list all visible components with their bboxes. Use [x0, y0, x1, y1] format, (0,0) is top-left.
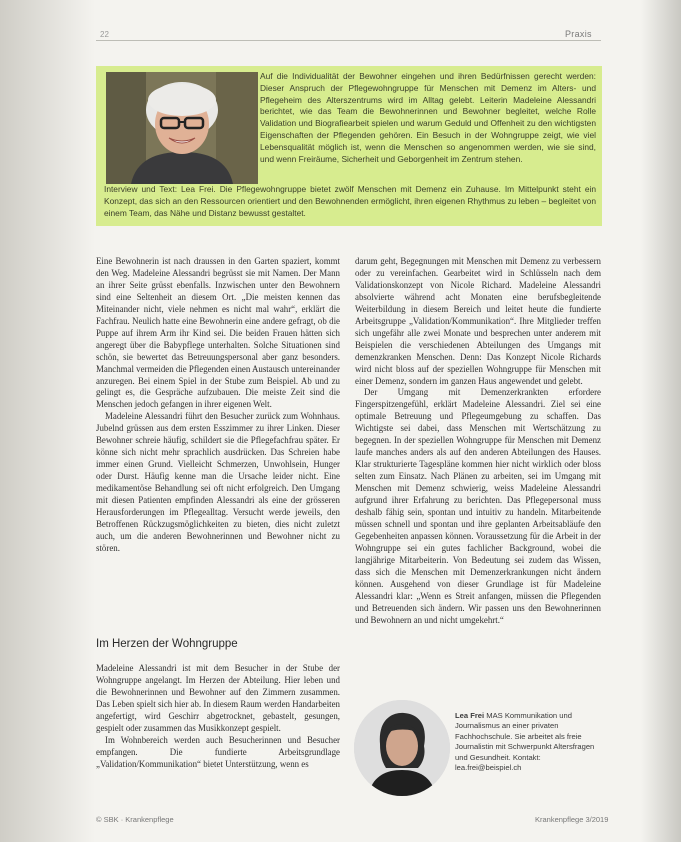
- article-right-column: [355, 256, 601, 627]
- paragraph: Der Umgang mit Demenzerkrankten erfordere Fingerspitzengefühl, erklärt Madeleine Alessandri. Ziel sei eine optimale Betreuung und Pflegeumgebung zu schaffen. Das Wichtigste sei dabei, dass Menschen mit Wertschätzung zu begegnen. In der speziellen Wohngruppe für Menschen mit Demenz laufe manches anders als auf den anderen Abteilungen des Hauses. Klar strukturierte Tagespläne kommen hier nicht wirklich oder bloss selten zum Einsatz. Nach Plänen zu arbeiten, sei im Umgang mit Menschen mit Demenz schwierig, weiss Madeleine Alessandri aufgrund ihrer Erfahrung zu berichten. Das Pflegepersonal muss deshalb fähig sein, spontan und intuitiv zu handeln. Mitarbeitende müssen schnell und spontan und ihre geplanten Arbeitsabläufe den Gegebenheiten anpassen können. Voraussetzung für die Arbeit in der Wohngruppe sei ein gutes fachlicher Background, wobei die langjährige Mitarbeiterin. Von Bedeutung sei zudem das Wissen, dass sich die Menschen mit Demenzerkrankungen nicht ändern können. Ausgehend von dieser Grundlage ist für Madeleine Alessandri klar: „Wenn es Streit anfangen, müssen die Pflegenden und Betreuenden sich ändern. Wir passen uns den Bewohnerinnen und Bewohnern an und nicht umgekehrt.“: [355, 387, 601, 625]
- footer-issue: Krankenpflege 3/2019: [535, 815, 609, 824]
- intro-text-beside-photo: Auf die Individualität der Bewohner eingehen und ihren Bedürfnissen gerecht werden: Dieser Anspruch der Pflegewohngruppe für Menschen mit Demenz im Alters- und Pflegeheim des Alterszentrums wird im Alltag gelebt. Leiterin Madeleine Alessandri berichtet, wie das Team die Bewohnerinnen und Bewohner begleitet, welche Rolle Validation und Biografiearbeit spielen und warum Geduld und Offenheit zu den wichtigsten Eigenschaften der Pflegenden gehören. Ein Besuch in der Wohngruppe zeigt, wie viel Lebensqualität möglich ist, wenn die Menschen so angenommen werden, wie sie sind, und wenn Freiräume, Sicherheit und Geborgenheit im Zentrum stehen.: [260, 71, 596, 164]
- page-edge-shadow: [641, 0, 681, 842]
- page-gutter-shadow: [0, 0, 95, 842]
- author-bio: [455, 711, 601, 773]
- article-left-column-lower: [96, 663, 340, 771]
- author-bio-text: MAS Kommunikation und Journalismus an einer privaten Fachhochschule. Sie arbeitet als freie Journalistin mit Schwerpunkt Altersfragen und Gesundheit. Kontakt: lea.frei@beispiel.ch: [455, 711, 595, 773]
- footer-copyright: © SBK · Krankenpflege: [96, 815, 174, 824]
- running-head: Praxis: [565, 29, 592, 39]
- author-photo: [354, 700, 450, 796]
- article-left-column: [96, 256, 340, 555]
- paragraph: Madeleine Alessandri führt den Besucher zurück zum Wohnhaus. Jubelnd grüssen aus dem ersten Esszimmer zu ihrer Linken. Dieser Bewohner schreie häufig, schildert sie die Pflegefachfrau später. Er könne sich nicht mehr sprachlich ausdrücken. Das Schreien habe immer einen Grund. Vielleicht Schmerzen, Unwohlsein, Hunger oder Durst. Häufig kenne man die Ursache leider nicht. Eine medikamentöse Behandlung sei oft nicht erfolgreich. Den Umgang mit diesen Patienten empfinden Alessandri als eine der grösseren Herausforderungen im Pflegealltag. Versucht werde jeweils, den Betroffenen Rückzugsmöglichkeiten zu bieten, dies nicht zuletzt auch, um die anderen Bewohnerinnen und Bewohner nicht zu stören.: [96, 411, 340, 553]
- paragraph: Madeleine Alessandri ist mit dem Besucher in der Stube der Wohngruppe angelangt. Im Herzen der Abteilung. Hier leben und die Bewohnerinnen und Bewohner auf den Zimmern zusammen. Das Leben spielt sich hier ab. In diesem Raum werden Handarbeiten angefertigt, wird Geschirr abgetrocknet, gebastelt, gesungen, gespielt oder zusammen das Musikkonzept gespielt.: [96, 663, 340, 733]
- page-number: 22: [100, 30, 109, 39]
- intro-text-full-width: Interview und Text: Lea Frei. Die Pflegewohngruppe bietet zwölf Menschen mit Demenz ein Zuhause. Im Mittelpunkt steht ein Konzept, das sich an den Ressourcen orientiert und den Bewohnenden ermöglicht, ihren eigenen Rhythmus zu leben – begleitet von einem Team, das Nähe und Distanz bewusst gestaltet.: [104, 184, 596, 218]
- author-illustration: [354, 700, 450, 796]
- paragraph: Im Wohnbereich werden auch Besucherinnen und Besucher empfangen. Die fundierte Arbeitsgrundlage „Validation/Kommunikation“ bietet Unterstützung, wenn es: [96, 734, 340, 769]
- author-name: Lea Frei: [455, 711, 485, 720]
- interviewee-portrait: [106, 72, 258, 184]
- paragraph: Eine Bewohnerin ist nach draussen in den Garten spaziert, kommt den Weg. Madeleine Alessandri begrüsst sie mit Namen. Der Mann an ihrer Seite grüsst ebenfalls. Inzwischen unter den Bewohnern sind eine Seltenheit an diesem Ort. „Die meisten kennen das Miteinander nicht, viele nehmen es nicht mal wahr“, erklärt die Fachfrau. Neulich hatte eine Bewohnerin eine andere gefragt, ob die Puppe auf ihrem Arm ihr Kind sei. Die beiden Frauen hätten sich angeregt über die Babypflege unterhalten. Solche Situationen sind schön, sie bewertet das Betreuungspersonal aber ganz besonders. Manchmal vermeiden die Pflegenden einen Austausch untereinander anzuregen. Bei einem Spiel in der Stube zum Beispiel. Ab und zu gelingt es, die Gespräche aufzubauen. Die meiste Zeit sind die Menschen jedoch gefangen in ihrer eigenen Welt.: [96, 256, 340, 410]
- header-rule: [96, 40, 601, 41]
- paragraph: darum geht, Begegnungen mit Menschen mit Demenz zu verbessern oder zu vereinfachen. Gearbeitet wird in Schlüsseln nach dem Validationskonzept von Nicole Richard. Madeleine Alessandri absolvierte während acht Monaten eine berufsbegleitende Weiterbildung in diesem Bereich und leitet heute die fundierte Arbeitsgruppe „Validation/Kommunikation“. Ihre Mitglieder treffen sich ungefähr alle zwei Monate und besprechen unter anderem mit Beispielen die verschiedenen Abteilungen des Umgangs mit demenzkranken Menschen. Denn: Das Konzept Nicole Richards wird nicht bloss auf der speziellen Wohngruppe für Menschen mit einer Demenz, sondern im ganzen Haus angewendet und gelebt.: [355, 256, 601, 386]
- section-subheading: Im Herzen der Wohngruppe: [96, 638, 238, 650]
- portrait-illustration: [106, 72, 258, 184]
